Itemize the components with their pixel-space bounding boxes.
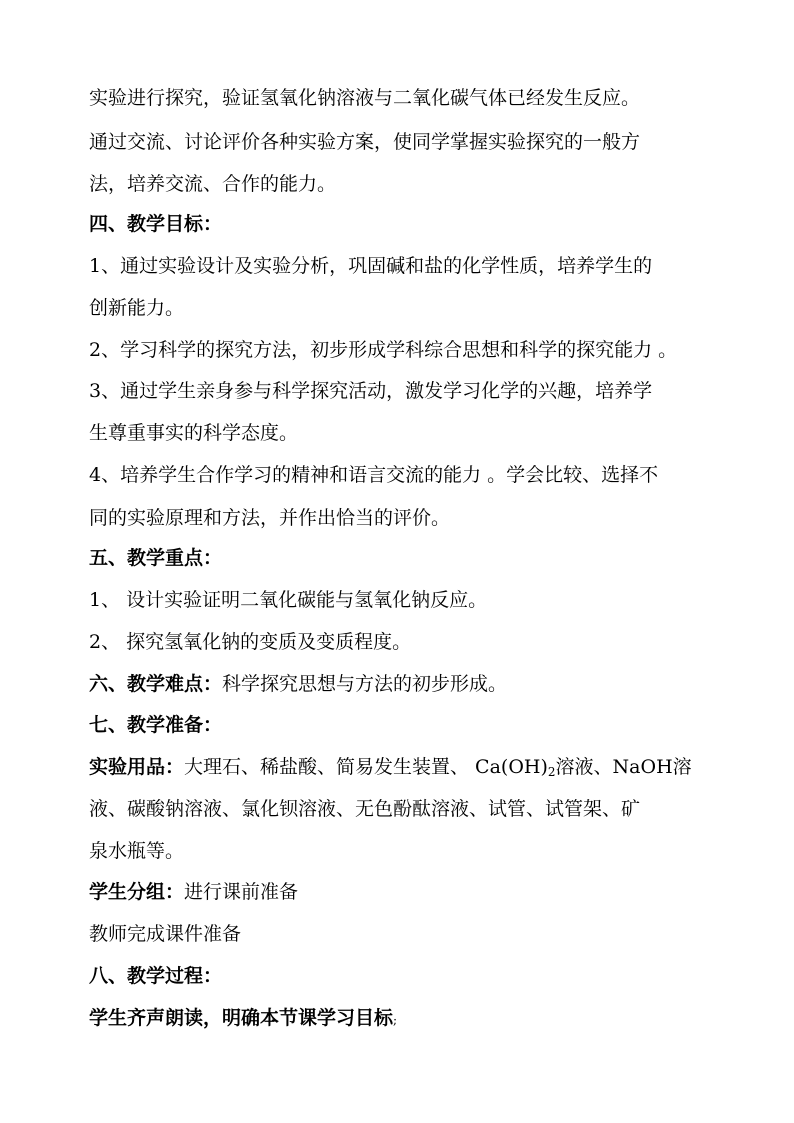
- grouping-label: 学生分组：: [89, 881, 185, 903]
- teacher-prep: 教师完成课件准备: [89, 923, 242, 945]
- goal-2: 2、学习科学的探究方法，初步形成学科综合思想和科学的探究能力 。: [89, 339, 678, 361]
- grouping-row: [89, 879, 719, 905]
- section-8-heading: 八、教学过程：: [89, 965, 223, 987]
- intro-line-2: 通过交流、讨论评价各种实验方案，使同学掌握实验探究的一般方: [89, 131, 641, 153]
- goal-1-line-2: 创新能力。: [89, 297, 185, 319]
- grouping-text: 进行课前准备: [184, 881, 299, 903]
- materials-label: 实验用品：: [89, 756, 185, 778]
- intro-line-3: 法，培养交流、合作的能力。: [89, 173, 337, 195]
- key-point-2: 2、 探究氢氧化钠的变质及变质程度。: [89, 631, 412, 653]
- materials-line-1: [89, 754, 719, 785]
- first-step-row: [89, 1005, 719, 1033]
- section-4-heading: 四、教学目标：: [89, 213, 223, 235]
- materials-line-3: 泉水瓶等。: [89, 840, 185, 862]
- materials-text-2: 溶液、NaOH溶: [555, 756, 692, 778]
- goal-1-line-1: 1、通过实验设计及实验分析，巩固碱和盐的化学性质，培养学生的: [89, 255, 653, 277]
- section-5-heading: 五、教学重点：: [89, 547, 223, 569]
- section-6-heading: 六、教学难点：: [89, 673, 223, 695]
- section-7-heading: 七、教学准备：: [89, 714, 223, 736]
- first-step: 学生齐声朗读，明确本节课学习目标: [89, 1007, 394, 1029]
- materials-text-1: 大理石、稀盐酸、简易发生装置、 Ca(OH): [184, 756, 548, 778]
- goal-4-line-1: 4、培养学生合作学习的精神和语言交流的能力 。学会比较、选择不: [89, 464, 659, 486]
- materials-line-2: 液、碳酸钠溶液、氯化钡溶液、无色酚酞溶液、试管、试管架、矿: [89, 798, 641, 820]
- first-step-end: ;: [393, 1013, 398, 1027]
- section-6-row: [89, 671, 719, 697]
- goal-3-line-1: 3、通过学生亲身参与科学探究活动，激发学习化学的兴趣，培养学: [89, 380, 653, 402]
- difficulty-text: 科学探究思想与方法的初步形成。: [222, 673, 508, 695]
- goal-3-line-2: 生尊重事实的科学态度。: [89, 422, 299, 444]
- materials-subscript: 2: [547, 765, 556, 779]
- key-point-1: 1、 设计实验证明二氧化碳能与氢氧化钠反应。: [89, 589, 488, 611]
- intro-line-1: 实验进行探究，验证氢氧化钠溶液与二氧化碳气体已经发生反应。: [89, 87, 641, 109]
- goal-4-line-2: 同的实验原理和方法，并作出恰当的评价。: [89, 507, 451, 529]
